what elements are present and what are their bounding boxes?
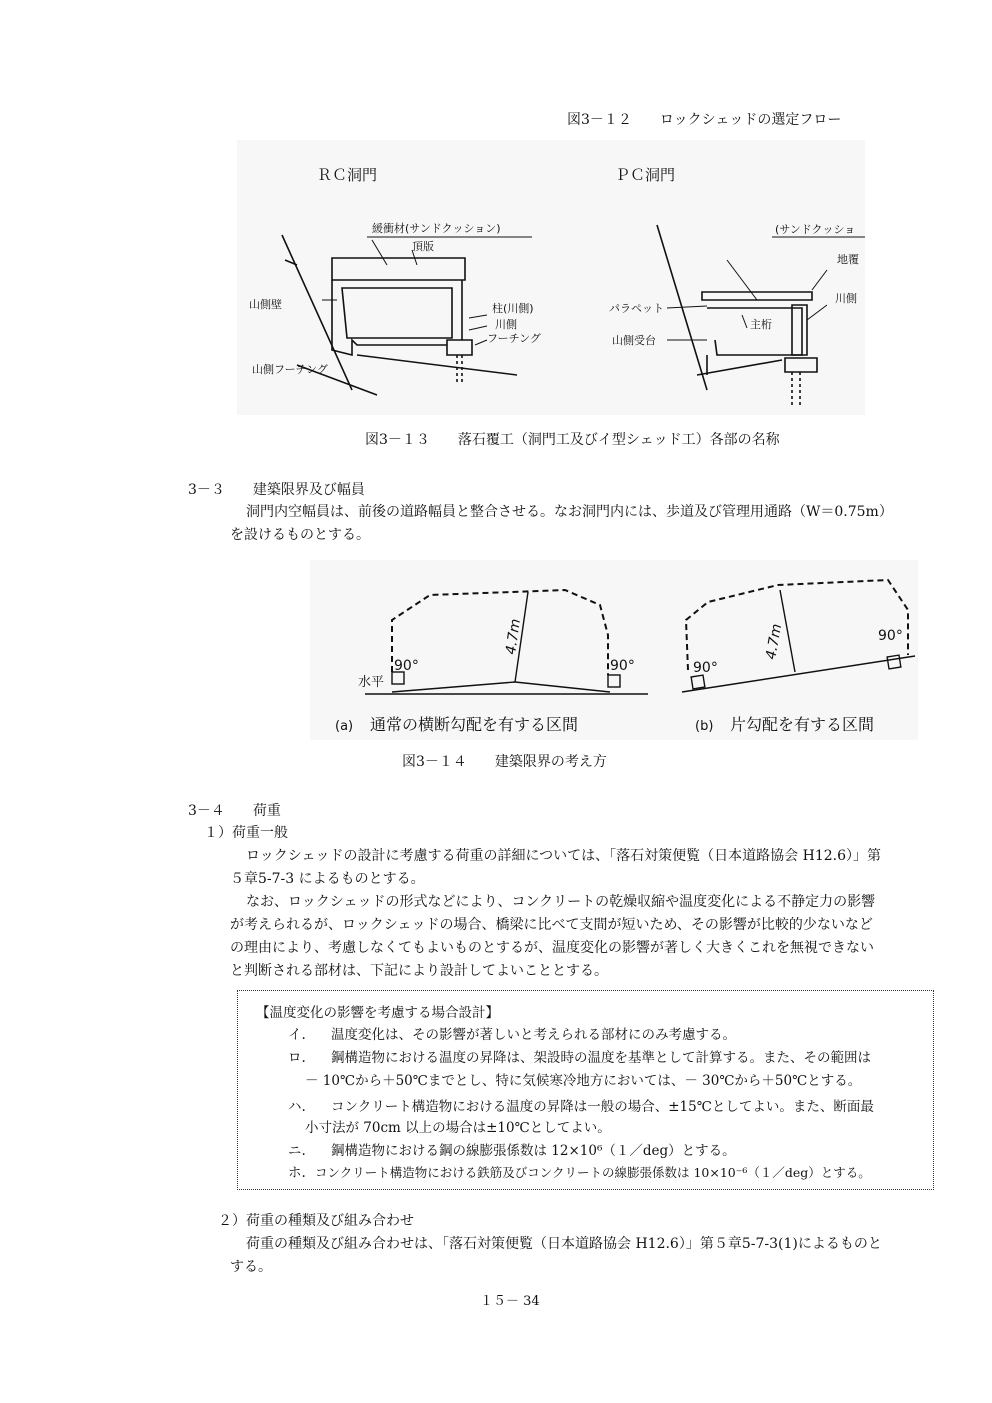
angle-label-a-right: 90°: [610, 658, 635, 674]
item-ha-text1: コンクリート構造物における温度の昇降は一般の場合、±15℃としてよい。また、断面最: [331, 1099, 874, 1115]
figure-3-13-caption: 図3－１３ 落石覆工（洞門工及びイ型シェッド工）各部の名称: [365, 432, 780, 448]
figure-3-14-caption: 図3－１４ 建築限界の考え方: [402, 754, 607, 770]
item-ni-marker: ニ.: [288, 1143, 306, 1159]
item-ho-marker: ホ.: [288, 1165, 306, 1181]
pc-abutment-label: 山側受台: [612, 334, 656, 347]
p2-line4: と判断される部材は、下記により設計してよいこととする。: [230, 963, 608, 979]
height-label-b: 4.7m: [763, 622, 786, 661]
angle-label-b-right: 90°: [878, 628, 903, 644]
rock-shed-sections-svg: [237, 140, 865, 415]
rc-mountain-footing-label: 山側フーチング: [252, 363, 328, 376]
p2-line1: なお、ロックシェッドの形式などにより、コンクリートの乾燥収縮や温度変化による不静定力の影響: [246, 894, 876, 910]
p3-line2: する。: [230, 1259, 272, 1275]
item-ni-text: 鋼構造物における鋼の線膨張係数は 12×10⁶（１／deg）とする。: [331, 1143, 736, 1159]
p1-line2: ５章5-7-3 によるものとする。: [230, 871, 425, 887]
horizontal-label: 水平: [358, 675, 385, 690]
page-number: １５－ 34: [480, 1294, 540, 1309]
rc-title: ＲＣ洞門: [317, 166, 378, 184]
item-ro-marker: ロ.: [288, 1050, 306, 1066]
item-i-text: 温度変化は、その影響が著しいと考えられる部材にのみ考慮する。: [331, 1027, 736, 1043]
figure-3-14-drawing: [310, 560, 918, 740]
clearance-limit-svg: [310, 560, 918, 740]
rc-mountain-wall-label: 山側壁: [249, 298, 282, 311]
pc-cushion-label: (サンドクッショ: [775, 223, 856, 236]
rc-cushion-label: 緩衝材(サンドクッション): [372, 222, 501, 235]
p2-line2: が考えられるが、ロックシェッドの場合、橋梁に比べて支間が短いため、その影響が比較的少ないなど: [230, 917, 873, 933]
height-label-a: 4.7m: [503, 617, 524, 656]
sub-b-marker: (b): [695, 719, 714, 734]
sub-a-marker: (a): [335, 719, 354, 734]
rc-column-label: 柱(川側): [492, 302, 534, 315]
angle-label-b-left: 90°: [693, 660, 718, 676]
section-3-3-line1: 洞門内空幅員は、前後の道路幅員と整合させる。なお洞門内には、歩道及び管理用通路（W＝0.75m）: [246, 504, 893, 520]
section-3-4-heading: 3－４ 荷重: [188, 803, 281, 819]
rc-top-slab-label: 頂版: [412, 240, 434, 253]
sub-b-label: 片勾配を有する区間: [730, 715, 875, 734]
note-box-title: 【温度変化の影響を考慮する場合設計】: [256, 1005, 499, 1021]
rc-footing-label: フーチング: [487, 332, 541, 345]
pc-ground-label: 地覆: [837, 253, 859, 266]
section-3-3-heading: 3－３ 建築限界及び幅員: [188, 482, 365, 498]
figure-3-13-drawing: [237, 140, 865, 415]
subsection-1-heading: １）荷重一般: [204, 825, 288, 841]
pc-river-side-label: 川側: [835, 292, 857, 305]
item-ro-text1: 鋼構造物における温度の昇降は、架設時の温度を基準として計算する。また、その範囲は: [331, 1050, 871, 1066]
p2-line3: の理由により、考慮しなくてもよいものとするが、温度変化の影響が著しく大きくこれを無視できない: [230, 940, 874, 956]
rc-river-side-label: 川側: [495, 318, 517, 331]
item-ha-text2: 小寸法が 70cm 以上の場合は±10℃としてよい。: [305, 1120, 611, 1136]
figure-3-12-caption: 図3－１２ ロックシェッドの選定フロー: [567, 112, 842, 128]
section-3-3-line2: を設けるものとする。: [230, 527, 370, 543]
subsection-2-heading: ２）荷重の種類及び組み合わせ: [218, 1213, 414, 1229]
pc-title: ＰＣ洞門: [615, 166, 676, 184]
angle-label-a-left: 90°: [394, 658, 419, 674]
p3-line1: 荷重の種類及び組み合わせは、「落石対策便覧（日本道路協会 H12.6）」第５章5-7-3(1)によるものと: [246, 1236, 882, 1252]
item-ro-text2: － 10℃から＋50℃までとし、特に気候寒冷地方においては、－ 30℃から＋50℃とする。: [305, 1073, 862, 1089]
p1-line1: ロックシェッドの設計に考慮する荷重の詳細については、「落石対策便覧（日本道路協会 H12.6）」第: [246, 848, 881, 864]
pc-parapet-label: パラペット: [609, 302, 664, 315]
pc-main-girder-label: 主桁: [750, 318, 772, 331]
item-i-marker: イ.: [288, 1027, 306, 1043]
item-ho-text: コンクリート構造物における鉄筋及びコンクリートの線膨張係数は 10×10⁻⁶（１／deg）とする。: [315, 1165, 871, 1180]
item-ha-marker: ハ.: [288, 1099, 306, 1115]
sub-a-label: 通常の横断勾配を有する区間: [370, 715, 579, 734]
